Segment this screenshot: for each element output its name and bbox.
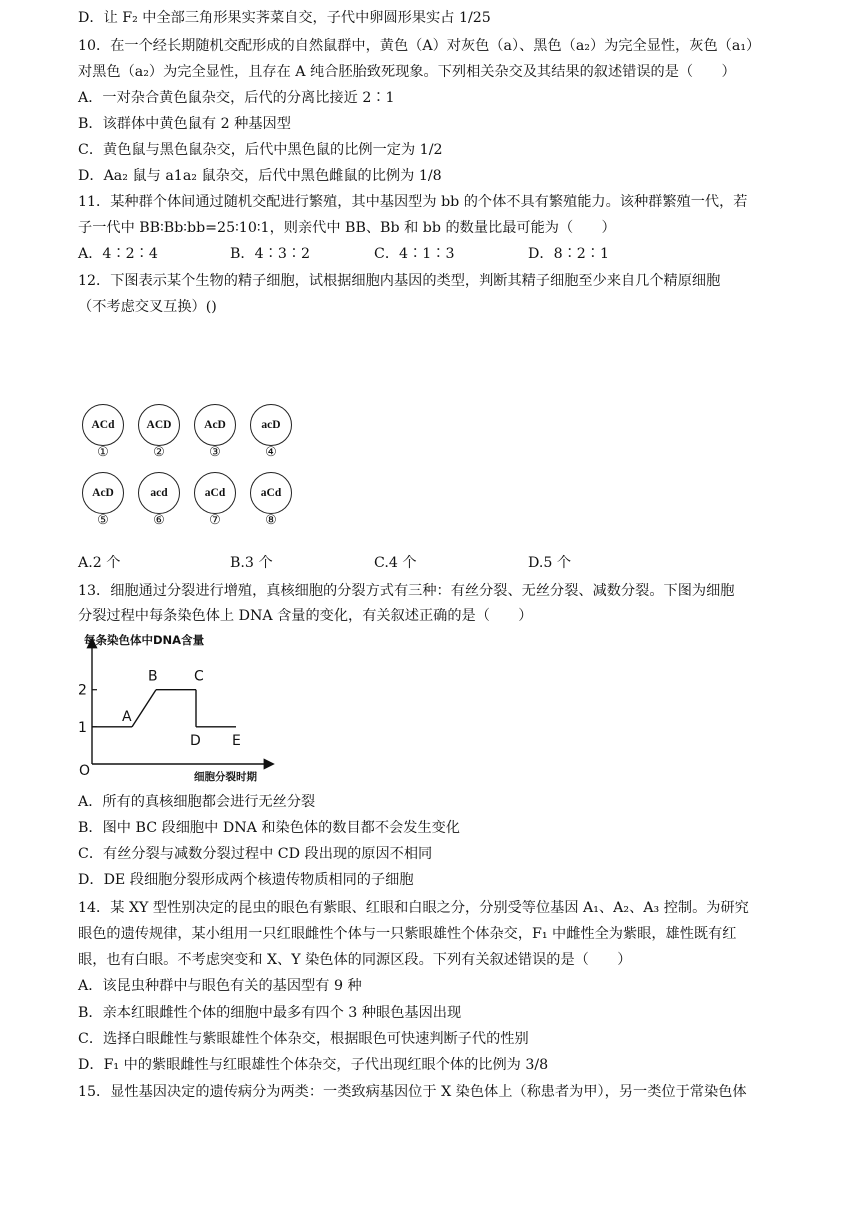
y-axis-label: 每条染色体中DNA含量 xyxy=(84,633,205,647)
q10-stem-line2: 对黑色（a₂）为完全显性，且存在 A 纯合胚胎致死现象。下列相关杂交及其结果的叙述错误的是（ ） xyxy=(78,64,736,80)
q14-stem-line1: 14．某 XY 型性别决定的昆虫的眼色有紫眼、红眼和白眼之分，分别受等位基因 A₁、A₂、A₃ 控制。为研究 xyxy=(78,900,749,916)
sperm-cell-2: ACD xyxy=(138,404,180,446)
cell-number-5: ⑤ xyxy=(97,513,109,528)
sperm-cell-5: AcD xyxy=(82,472,124,514)
q13-option-b: B．图中 BC 段细胞中 DNA 和染色体的数目都不会发生变化 xyxy=(78,820,460,836)
y-tick-label-2: 2 xyxy=(78,682,87,699)
q11-stem-line1: 11．某种群个体间通过随机交配进行繁殖，其中基因型为 bb 的个体不具有繁殖能力。该种群繁殖一代，若 xyxy=(78,194,748,210)
q12-stem-line2: （不考虑交叉互换）() xyxy=(78,299,217,315)
q14-option-a: A．该昆虫种群中与眼色有关的基因型有 9 种 xyxy=(78,978,362,994)
q15-stem-line1: 15．显性基因决定的遗传病分为两类：一类致病基因位于 X 染色体上（称患者为甲），另一类位于常染色体 xyxy=(78,1084,747,1100)
q10-option-a: A．一对杂合黄色鼠杂交，后代的分离比接近 2∶1 xyxy=(78,90,395,106)
q11-stem-line2: 子一代中 BB∶Bb∶bb=25∶10∶1，则亲代中 BB、Bb 和 bb 的数量比最可能为（ ） xyxy=(78,220,616,236)
q9-option-d: D．让 F₂ 中全部三角形果实荠菜自交，子代中卵圆形果实占 1/25 xyxy=(78,10,491,26)
origin-label: O xyxy=(79,763,91,779)
x-axis-label: 细胞分裂时期 xyxy=(194,771,257,783)
q14-option-b: B．亲本红眼雌性个体的细胞中最多有四个 3 种眼色基因出现 xyxy=(78,1005,462,1021)
point-label-D: D xyxy=(190,732,201,749)
q12-option-a: A.2 个 xyxy=(78,555,121,571)
dna-content-chart xyxy=(72,628,282,784)
q12-stem-line1: 12．下图表示某个生物的精子细胞，试根据细胞内基因的类型，判断其精子细胞至少来自几个精原细胞 xyxy=(78,273,721,289)
cell-number-6: ⑥ xyxy=(153,513,165,528)
point-label-E: E xyxy=(232,732,241,749)
q14-stem-line3: 眼，也有白眼。不考虑突变和 X、Y 染色体的同源区段。下列有关叙述错误的是（ ） xyxy=(78,952,632,968)
cell-number-4: ④ xyxy=(265,445,277,460)
q13-stem-line2: 分裂过程中每条染色体上 DNA 含量的变化，有关叙述正确的是（ ） xyxy=(78,608,533,624)
q12-option-b: B.3 个 xyxy=(230,555,273,571)
sperm-cell-1: ACd xyxy=(82,404,124,446)
q12-option-d: D.5 个 xyxy=(528,555,572,571)
point-label-B: B xyxy=(148,668,158,685)
q11-option-a: A．4∶2∶4 xyxy=(78,246,158,262)
y-tick-label-1: 1 xyxy=(78,719,87,736)
sperm-cell-8: aCd xyxy=(250,472,292,514)
q14-stem-line2: 眼色的遗传规律，某小组用一只红眼雌性个体与一只紫眼雄性个体杂交，F₁ 中雌性全为紫眼，雄性既有红 xyxy=(78,926,737,942)
sperm-cell-6: acd xyxy=(138,472,180,514)
q13-option-c: C．有丝分裂与减数分裂过程中 CD 段出现的原因不相同 xyxy=(78,846,433,862)
cell-number-1: ① xyxy=(97,445,109,460)
q13-option-d: D．DE 段细胞分裂形成两个核遗传物质相同的子细胞 xyxy=(78,872,414,888)
cell-number-8: ⑧ xyxy=(265,513,277,528)
q11-option-d: D．8∶2∶1 xyxy=(528,246,610,262)
cell-number-3: ③ xyxy=(209,445,221,460)
cell-number-7: ⑦ xyxy=(209,513,221,528)
q13-option-a: A．所有的真核细胞都会进行无丝分裂 xyxy=(78,794,316,810)
q12-option-c: C.4 个 xyxy=(374,555,417,571)
q14-option-c: C．选择白眼雌性与紫眼雄性个体杂交，根据眼色可快速判断子代的性别 xyxy=(78,1031,529,1047)
cell-number-2: ② xyxy=(153,445,165,460)
q10-option-c: C．黄色鼠与黑色鼠杂交，后代中黑色鼠的比例一定为 1/2 xyxy=(78,142,443,158)
sperm-cell-3: AcD xyxy=(194,404,236,446)
point-label-C: C xyxy=(194,668,204,685)
q10-stem-line1: 10．在一个经长期随机交配形成的自然鼠群中，黄色（A）对灰色（a）、黑色（a₂）为完全显性，灰色（a₁） xyxy=(78,38,761,54)
q14-option-d: D．F₁ 中的紫眼雌性与红眼雄性个体杂交，子代出现红眼个体的比例为 3/8 xyxy=(78,1057,549,1073)
line-segment-2 xyxy=(132,690,156,727)
sperm-cell-4: acD xyxy=(250,404,292,446)
q11-option-c: C．4∶1∶3 xyxy=(374,246,455,262)
q13-stem-line1: 13．细胞通过分裂进行增殖，真核细胞的分裂方式有三种：有丝分裂、无丝分裂、减数分裂。下图为细胞 xyxy=(78,583,735,599)
sperm-cell-7: aCd xyxy=(194,472,236,514)
point-label-A: A xyxy=(122,708,132,725)
q10-option-b: B．该群体中黄色鼠有 2 种基因型 xyxy=(78,116,291,132)
q11-option-b: B．4∶3∶2 xyxy=(230,246,311,262)
q10-option-d: D．Aa₂ 鼠与 a1a₂ 鼠杂交，后代中黑色雌鼠的比例为 1/8 xyxy=(78,168,442,184)
